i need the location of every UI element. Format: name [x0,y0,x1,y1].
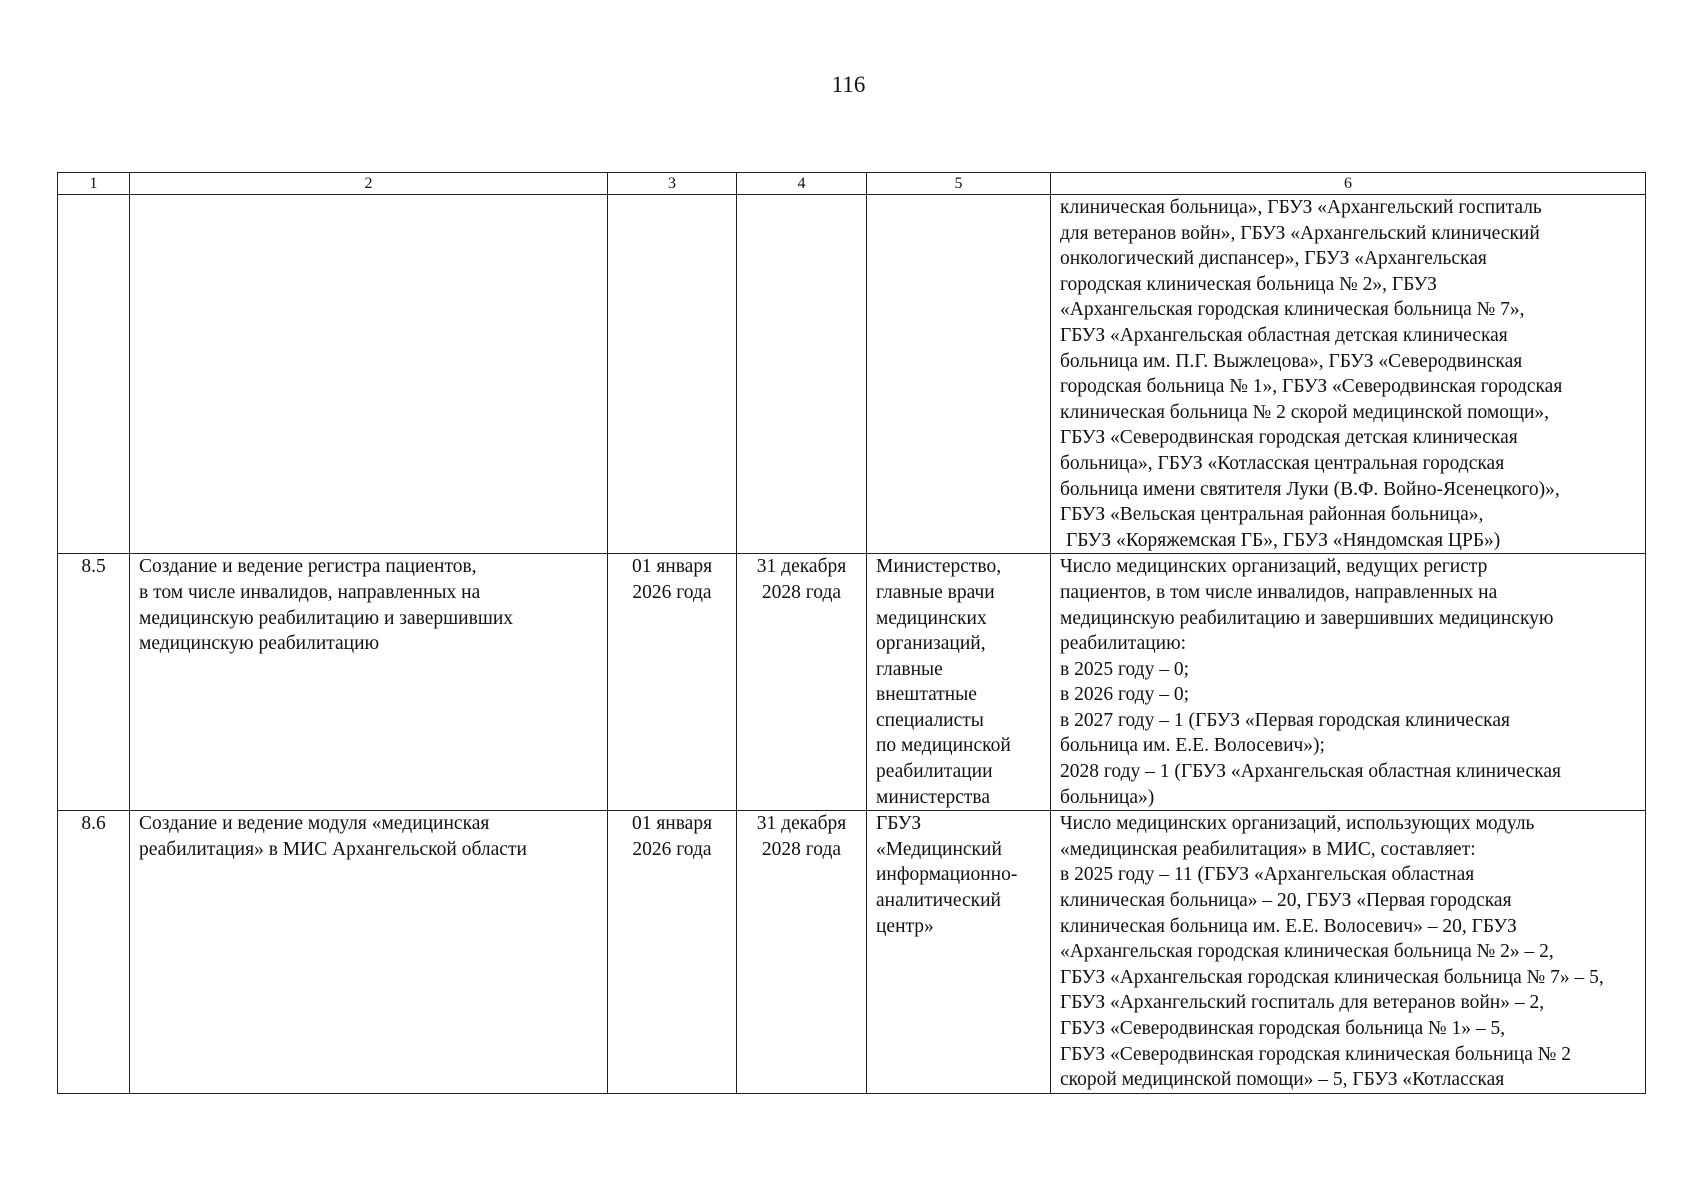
responsible-line: Министерство, [876,556,1002,578]
description-line: медицинскую реабилитацию [139,633,380,655]
result-line: в 2026 году – 0; [1060,684,1189,706]
start-date-line: 2026 года [632,838,712,860]
responsible-cell [867,554,1051,811]
row-number-cell: 8.6 [58,811,130,1094]
result-line: ГБУЗ «Северодвинская городская клиническая больница № 2 [1060,1043,1571,1065]
result-line: ГБУЗ «Вельская центральная районная больница», [1060,504,1484,526]
description-line: в том числе инвалидов, направленных на [139,581,481,603]
start-date-line: 01 января [631,556,713,578]
description-line: медицинскую реабилитацию и завершивших [139,607,514,629]
result-line: «Архангельская городская клиническая больница № 2» – 2, [1060,941,1554,963]
responsible-line: медицинских [876,607,987,629]
responsible-line: министерства [876,786,991,808]
column-header-2: 2 [130,173,608,195]
end-date-line: 31 декабря [756,813,847,835]
result-line: для ветеранов войн», ГБУЗ «Архангельский клинический [1060,222,1540,244]
result-line: ГБУЗ «Архангельская городская клиническая больница № 7» – 5, [1060,966,1604,988]
responsible-line: организаций, [876,633,986,655]
result-line: больница») [1060,786,1155,808]
result-line: Число медицинских организаций, ведущих регистр [1060,556,1488,578]
start-date-cell [608,811,737,1094]
column-number-header [58,173,1646,195]
responsible-cell [867,811,1051,1094]
result-line: клиническая больница», ГБУЗ «Архангельский госпиталь [1060,197,1542,218]
result-line: онкологический диспансер», ГБУЗ «Архангельская [1060,248,1487,270]
description-line: Создание и ведение модуля «медицинская [139,813,490,835]
result-line: «Архангельская городская клиническая больница № 7», [1060,299,1525,321]
table-row [58,195,1646,554]
description-cell [130,195,608,554]
responsible-line: главные [876,658,943,680]
responsible-line: «Медицинский [876,838,1002,860]
result-line: пациентов, в том числе инвалидов, направленных на [1060,581,1498,603]
row-number-cell [58,195,130,554]
end-date-line: 2028 года [761,838,842,860]
description-cell [130,811,608,1094]
result-cell [1051,811,1646,1094]
responsible-line: по медицинской [876,735,1011,757]
result-line: ГБУЗ «Архангельский госпиталь для ветеранов войн» – 2, [1060,992,1545,1014]
responsible-line: главные врачи [876,581,995,603]
result-line: «медицинская реабилитация» в МИС, составляет: [1060,838,1476,860]
responsible-line: реабилитации [876,761,993,783]
end-date-cell [737,195,867,554]
result-line: больница им. П.Г. Выжлецова», ГБУЗ «Северодвинская [1060,350,1523,372]
end-date-cell [737,554,867,811]
description-cell [130,554,608,811]
row-number-cell: 8.5 [58,554,130,811]
result-line: больница им. Е.Е. Волосевич»); [1060,735,1325,757]
start-date-line: 2026 года [632,581,712,603]
result-line: городская больница № 1», ГБУЗ «Северодвинская городская [1060,376,1563,398]
result-line: ГБУЗ «Северодвинская городская больница № 1» – 5, [1060,1018,1506,1039]
end-date-cell [737,811,867,1094]
result-line: в 2025 году – 0; [1060,658,1189,680]
result-line: ГБУЗ «Коряжемская ГБ», ГБУЗ «Няндомская ЦРБ») [1066,529,1501,551]
result-line: больница имени святителя Луки (В.Ф. Войно-Ясенецкого)», [1060,478,1560,500]
activities-table [57,172,1646,1094]
result-cell [1051,195,1646,554]
table-row [58,811,1646,1094]
column-header-5: 5 [867,173,1051,195]
end-date-line: 31 декабря [756,556,847,578]
responsible-line: ГБУЗ [876,813,922,835]
responsible-line: аналитический [876,890,1001,912]
result-line: медицинскую реабилитацию и завершивших медицинскую [1060,607,1554,629]
responsible-line: центр» [876,915,934,937]
result-line: Число медицинских организаций, использующих модуль [1060,813,1535,835]
start-date-cell [608,554,737,811]
result-line: клиническая больница № 2 скорой медицинской помощи», [1060,401,1550,423]
result-line: 2028 году – 1 (ГБУЗ «Архангельская областная клиническая [1060,761,1561,783]
result-cell [1051,554,1646,811]
result-line: ГБУЗ «Северодвинская городская детская клиническая [1060,427,1518,449]
result-line: в 2025 году – 11 (ГБУЗ «Архангельская областная [1060,864,1475,886]
column-header-1: 1 [58,173,130,195]
result-line: скорой медицинской помощи» – 5, ГБУЗ «Котласская [1060,1069,1505,1091]
table-row [58,554,1646,811]
responsible-line: информационно- [876,864,1018,886]
responsible-cell [867,195,1051,554]
result-line: больница», ГБУЗ «Котласская центральная городская [1060,452,1505,474]
start-date-cell [608,195,737,554]
description-line: реабилитация» в МИС Архангельской области [139,838,527,860]
column-header-4: 4 [737,173,867,195]
result-line: в 2027 году – 1 (ГБУЗ «Первая городская клиническая [1060,709,1510,731]
description-line: Создание и ведение регистра пациентов, [139,556,477,578]
result-line: ГБУЗ «Архангельская областная детская клиническая [1060,324,1508,346]
start-date-line: 01 января [631,813,713,835]
responsible-line: специалисты [876,709,984,731]
end-date-line: 2028 года [761,581,842,603]
result-line: клиническая больница им. Е.Е. Волосевич» – 20, ГБУЗ [1060,915,1517,937]
column-header-3: 3 [608,173,737,195]
result-line: клиническая больница» – 20, ГБУЗ «Первая городская [1060,890,1512,912]
responsible-line: внештатные [876,684,977,706]
result-line: реабилитацию: [1060,633,1187,655]
result-line: городская клиническая больница № 2», ГБУЗ [1060,273,1437,295]
page-number: 116 [831,72,866,97]
column-header-6: 6 [1051,173,1646,195]
